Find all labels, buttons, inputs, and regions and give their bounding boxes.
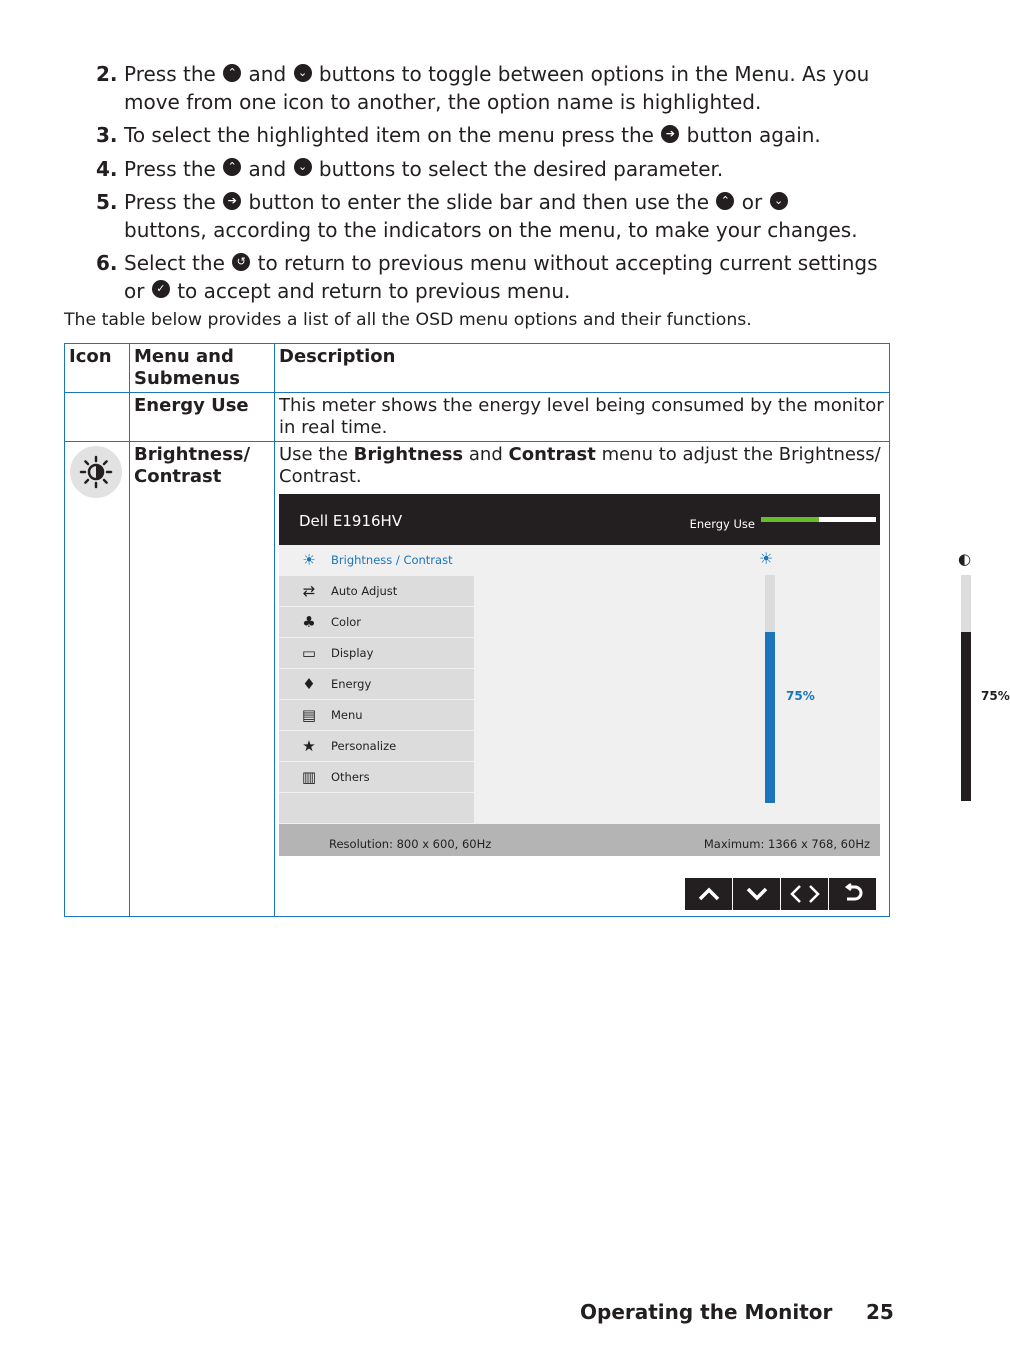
enter-button-icon: ➔ (223, 192, 241, 210)
down-button[interactable] (733, 878, 780, 910)
brightness-value: 75% (786, 689, 815, 703)
brightness-icon: ☀ (759, 549, 774, 568)
enter-button-icon: ➔ (661, 125, 679, 143)
step-number: 4. (96, 156, 118, 181)
cell-empty (65, 393, 130, 442)
step-number: 2. (96, 62, 118, 86)
color-icon: ♣ (302, 613, 316, 631)
up-button-icon: ⌃ (223, 64, 241, 82)
step-text: button again. (686, 123, 821, 147)
osd-item-personalize[interactable] (279, 731, 474, 762)
instruction-steps (96, 61, 896, 311)
osd-main-panel (474, 545, 1010, 824)
left-right-icon (790, 884, 820, 904)
osd-title-bar (279, 494, 880, 545)
display-icon: ▭ (301, 644, 317, 662)
osd-status-bar (279, 824, 880, 856)
back-button[interactable] (829, 878, 876, 910)
down-button-icon: ⌄ (294, 158, 312, 176)
osd-item-label: Brightness / Contrast (331, 553, 453, 567)
energy-icon: ♦ (302, 675, 316, 693)
osd-item-color[interactable] (279, 607, 474, 638)
desc-text: Use the (279, 444, 348, 465)
osd-item-label: Color (331, 615, 362, 629)
step-text: buttons, according to the indicators on the menu, to make your changes. (124, 217, 858, 242)
osd-screenshot (279, 494, 1010, 856)
osd-menu-list (279, 545, 474, 823)
step-5 (96, 189, 896, 244)
header-icon: Icon (65, 344, 130, 393)
intro-text: The table below provides a list of all the OSD menu options and their functions. (64, 310, 752, 330)
footer-section-title: Operating the Monitor (580, 1300, 833, 1324)
step-text: Press the (124, 156, 216, 181)
osd-item-empty (279, 793, 474, 823)
desc-bold: Brightness (353, 444, 464, 465)
step-text: button to enter the slide bar and then use the (248, 190, 710, 214)
step-text: Press the (124, 62, 216, 86)
up-button-icon: ⌃ (716, 192, 734, 210)
brightness-icon: ☀ (302, 551, 316, 569)
step-text: buttons to select the desired parameter. (318, 156, 724, 181)
enter-button[interactable] (781, 878, 828, 910)
brightness-icon (70, 446, 122, 498)
page-number: 25 (866, 1300, 894, 1324)
step-text: buttons to toggle between options in the Menu. As you move from one icon to another, the option name is highlighted. (124, 62, 870, 114)
menu-energy-use: Energy Use (130, 393, 275, 442)
step-text: and (248, 156, 287, 181)
desc-bold: Contrast (508, 444, 596, 465)
table-row (65, 393, 890, 442)
step-text: Press the (124, 190, 216, 214)
personalize-icon: ★ (302, 737, 316, 755)
header-menu: Menu and Submenus (130, 344, 275, 393)
step-2 (96, 61, 896, 116)
back-button-icon: ↺ (232, 253, 250, 271)
header-description: Description (275, 344, 890, 393)
table-row (65, 442, 890, 917)
desc-brightness-contrast (275, 442, 1010, 917)
osd-item-energy[interactable] (279, 669, 474, 700)
osd-item-others[interactable] (279, 762, 474, 793)
step-4 (96, 156, 896, 184)
osd-item-label: Display (331, 646, 374, 660)
osd-nav-buttons (685, 878, 877, 910)
contrast-slider-fill (961, 632, 971, 802)
step-number: 6. (96, 251, 118, 275)
osd-item-auto-adjust[interactable] (279, 576, 474, 607)
check-button-icon: ✓ (152, 280, 170, 298)
contrast-icon: ◐ (958, 550, 972, 568)
osd-item-label: Others (331, 770, 370, 784)
energy-use-fill (761, 517, 819, 522)
menu-brightness-contrast: Brightness/ Contrast (130, 442, 275, 917)
step-text: To select the highlighted item on the menu press the (124, 123, 654, 147)
osd-item-display[interactable] (279, 638, 474, 669)
energy-use-label: Energy Use (689, 517, 755, 531)
step-text: and (248, 62, 287, 86)
step-text: or (741, 190, 763, 214)
osd-item-label: Personalize (331, 739, 397, 753)
step-text: to accept and return to previous menu. (177, 278, 571, 303)
step-6 (96, 250, 896, 305)
down-button-icon: ⌄ (770, 192, 788, 210)
back-icon (842, 883, 864, 905)
table-header-row (65, 344, 890, 393)
osd-item-brightness-contrast[interactable] (279, 545, 474, 576)
up-button-icon: ⌃ (223, 158, 241, 176)
energy-use-meter (761, 517, 876, 522)
desc-energy-use: This meter shows the energy level being consumed by the monitor in real time. (275, 393, 890, 442)
osd-options-table (64, 343, 1010, 917)
brightness-slider-fill (765, 632, 775, 803)
down-button-icon: ⌄ (294, 64, 312, 82)
up-button[interactable] (685, 878, 732, 910)
step-number: 5. (96, 190, 118, 214)
osd-item-label: Menu (331, 708, 363, 722)
others-icon: ▥ (301, 768, 317, 786)
menu-icon: ▤ (301, 706, 317, 724)
osd-item-label: Energy (331, 677, 372, 691)
contrast-slider[interactable] (961, 575, 971, 801)
chevron-up-icon (697, 886, 721, 902)
step-text: Select the (124, 251, 225, 275)
brightness-slider[interactable] (765, 575, 775, 803)
desc-text: and (468, 444, 503, 465)
resolution-text: Resolution: 800 x 600, 60Hz (329, 837, 492, 851)
osd-title: Dell E1916HV (299, 512, 403, 530)
osd-item-menu[interactable] (279, 700, 474, 731)
cell-icon (65, 442, 130, 917)
desc-text: menu to adjust the Brightness/ Contrast. (279, 444, 881, 487)
step-text: to return to previous menu without accepting current settings or (124, 251, 878, 303)
osd-item-label: Auto Adjust (331, 584, 398, 598)
contrast-value: 75% (981, 689, 1010, 703)
auto-adjust-icon: ⇄ (302, 582, 316, 600)
step-3 (96, 122, 896, 150)
chevron-down-icon (745, 886, 769, 902)
step-number: 3. (96, 123, 118, 147)
maximum-text: Maximum: 1366 x 768, 60Hz (703, 837, 870, 851)
